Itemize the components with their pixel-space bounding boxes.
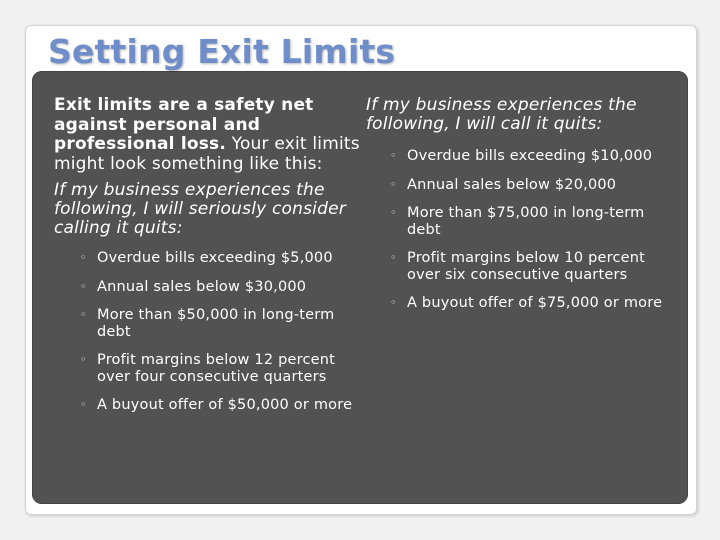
- list-item-text: More than $50,000 in long-term debt: [97, 307, 335, 340]
- list-item: [80, 352, 364, 385]
- bullet-icon: ◦: [390, 251, 397, 264]
- list-item: [80, 279, 364, 296]
- list-item: [390, 205, 666, 238]
- bullet-icon: ◦: [390, 149, 397, 162]
- list-item: [390, 177, 666, 194]
- list-item-text: More than $75,000 in long-term debt: [407, 205, 645, 238]
- list-item-text: A buyout offer of $50,000 or more: [97, 397, 353, 413]
- list-item-text: Annual sales below $20,000: [407, 176, 617, 193]
- bullet-icon: ◦: [80, 251, 87, 264]
- right-bullet-list: [366, 148, 666, 312]
- intro-paragraph: [54, 96, 364, 174]
- left-bullet-list: [54, 250, 364, 414]
- bullet-icon: ◦: [390, 296, 397, 309]
- right-column: [366, 96, 666, 324]
- list-item-text: Profit margins below 12 percent over four consecutive quarters: [97, 352, 336, 385]
- left-column: [54, 96, 364, 426]
- list-item: [80, 307, 364, 340]
- list-item-text: A buyout offer of $75,000 or more: [407, 295, 663, 311]
- list-item-text: Annual sales below $30,000: [97, 278, 307, 295]
- slide-title: Setting Exit Limits: [48, 32, 396, 71]
- bullet-icon: ◦: [390, 206, 397, 219]
- bullet-icon: ◦: [80, 353, 87, 366]
- list-item-text: Overdue bills exceeding $10,000: [407, 148, 653, 164]
- list-item: [80, 397, 364, 414]
- list-item-text: Overdue bills exceeding $5,000: [97, 250, 333, 266]
- bullet-icon: ◦: [80, 308, 87, 321]
- list-item: [80, 250, 364, 267]
- list-item: [390, 148, 666, 165]
- intro-bold-text: Exit limits are a safety net against personal and professional loss.: [54, 95, 314, 154]
- intro-rest-text: Your exit limits might look something like this:: [54, 134, 360, 174]
- left-lead-text: If my business experiences the following, I will seriously consider calling it quits:: [54, 180, 346, 238]
- bullet-icon: ◦: [80, 398, 87, 411]
- bullet-icon: ◦: [80, 279, 87, 293]
- list-item-text: Profit margins below 10 percent over six consecutive quarters: [407, 250, 646, 283]
- bullet-icon: ◦: [390, 177, 397, 191]
- list-item: [390, 250, 666, 283]
- list-item: [390, 295, 666, 312]
- right-lead-text: If my business experiences the following, I will call it quits:: [366, 95, 637, 134]
